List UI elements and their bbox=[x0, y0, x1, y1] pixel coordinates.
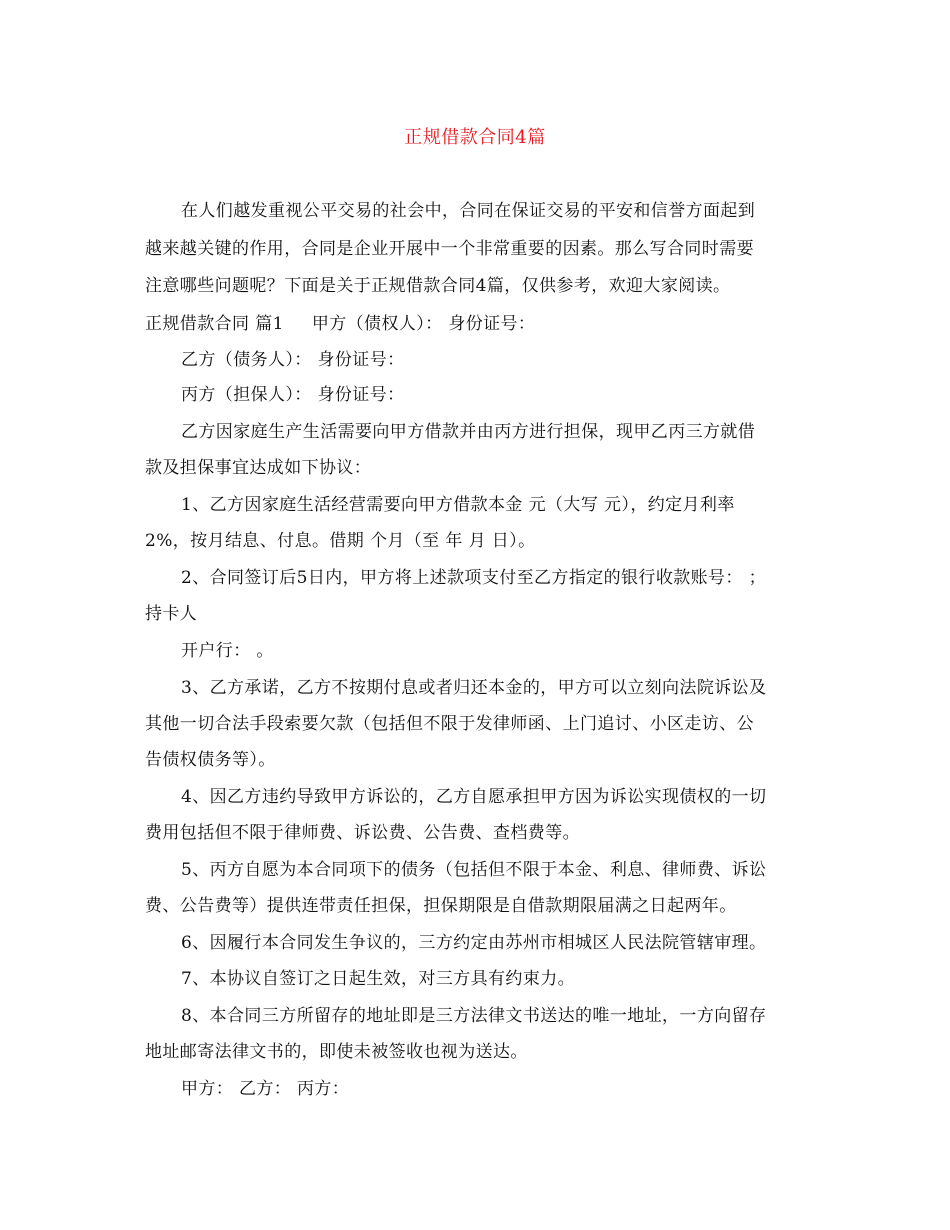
clause-2-line-2: 持卡人 bbox=[145, 604, 198, 624]
party-c-line: 丙方（担保人）： 身份证号： bbox=[181, 385, 405, 405]
intro-line-2: 越来越关键的作用，合同是企业开展中一个非常重要的因素。那么写合同时需要 bbox=[145, 239, 754, 259]
section-heading-row bbox=[145, 309, 535, 334]
signature-line: 甲方： 乙方： 丙方： bbox=[181, 1079, 350, 1099]
clause-4-line-1: 4、因乙方违约导致甲方诉讼的，乙方自愿承担甲方因为诉讼实现债权的一切 bbox=[181, 787, 767, 807]
clause-7-line: 7、本协议自签订之日起生效，对三方具有约束力。 bbox=[181, 969, 576, 989]
clause-3-line-1: 3、乙方承诺，乙方不按期付息或者归还本金的，甲方可以立刻向法院诉讼及 bbox=[181, 678, 767, 698]
party-a-line: 甲方（债权人）： 身份证号： bbox=[311, 314, 536, 334]
clause-6-line: 6、因履行本合同发生争议的，三方约定由苏州市相城区人民法院管辖审理。 bbox=[181, 933, 767, 953]
clause-1-line-1: 1、乙方因家庭生活经营需要向甲方借款本金 元（大写 元），约定月利率 bbox=[181, 495, 735, 515]
clause-8-line-2: 地址邮寄法律文书的，即使未被签收也视为送达。 bbox=[145, 1042, 528, 1062]
intro-line-1: 在人们越发重视公平交易的社会中，合同在保证交易的平安和信誉方面起到 bbox=[181, 201, 756, 221]
clause-3-line-2: 其他一切合法手段索要欠款（包括但不限于发律师函、上门追讨、小区走访、公 bbox=[145, 714, 754, 734]
clause-3-line-3: 告债权债务等）。 bbox=[145, 750, 276, 770]
clause-2-line-1: 2、合同签订后5日内，甲方将上述款项支付至乙方指定的银行收款账号： ； bbox=[181, 568, 767, 588]
clause-1-line-2: 2%，按月结息、付息。借期 个月（至 年 月 日）。 bbox=[145, 531, 536, 551]
clause-5-line-2: 费、公告费等）提供连带责任担保，担保期限是自借款期限届满之日起两年。 bbox=[145, 896, 737, 916]
clause-4-line-2: 费用包括但不限于律师费、诉讼费、公告费、查档费等。 bbox=[145, 823, 580, 843]
preamble-line-2: 款及担保事宜达成如下协议： bbox=[145, 458, 372, 478]
section-heading: 正规借款合同 篇1 bbox=[145, 314, 284, 334]
party-b-line: 乙方（债务人）： 身份证号： bbox=[181, 350, 405, 370]
clause-5-line-1: 5、丙方自愿为本合同项下的债务（包括但不限于本金、利息、律师费、诉讼 bbox=[181, 860, 767, 880]
intro-line-3: 注意哪些问题呢？下面是关于正规借款合同4篇，仅供参考，欢迎大家阅读。 bbox=[145, 276, 731, 296]
bank-line: 开户行： 。 bbox=[181, 641, 274, 661]
document-title: 正规借款合同4篇 bbox=[404, 127, 546, 148]
preamble-line-1: 乙方因家庭生产生活需要向甲方借款并由丙方进行担保，现甲乙丙三方就借 bbox=[181, 422, 756, 442]
clause-8-line-1: 8、本合同三方所留存的地址即是三方法律文书送达的唯一地址，一方向留存 bbox=[181, 1006, 767, 1026]
